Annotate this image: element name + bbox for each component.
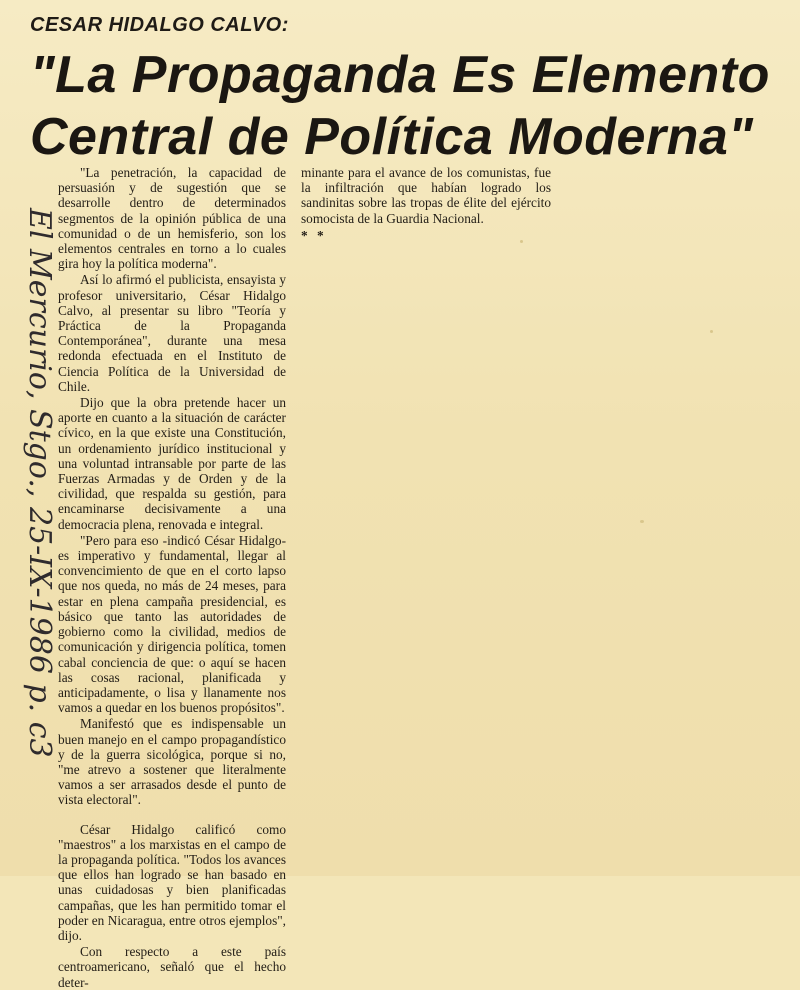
- body-paragraph: "Pero para eso -indicó César Hidalgo- es imperativo y fundamental, llegar al convencimiento de que en el corto lapso que nos queda, no más de 24 meses, para estar en plena campaña presidencial, es básico que tanto las autoridades de gobierno como la civilidad, medios de comunicación y dirigencia política, tomen cabal conciencia de que: o aquí se hacen las cosas racional, planificada y anticipadamente, o lisa y llanamente nos vamos a quedar en los buenos propósitos".: [58, 532, 286, 716]
- end-mark: * *: [301, 227, 327, 243]
- paper-speck: [640, 520, 644, 523]
- article-headline: [30, 44, 792, 168]
- headline-line: Central de Política Moderna": [30, 108, 754, 166]
- article-kicker: CESAR HIDALGO CALVO:: [30, 14, 289, 36]
- article-column-1: [58, 165, 286, 990]
- handwritten-annotation-svg: [0, 208, 57, 848]
- body-paragraph: Con respecto a este país centroamericano, señaló que el hecho deter-: [58, 944, 286, 990]
- body-paragraph: Manifestó que es indispensable un buen manejo en el campo propagandístico y de la guerra sicológica, porque si no, "me atrevo a sostener que literalmente vamos a ser arrasados desde el punto de vista electoral".: [58, 716, 286, 808]
- body-paragraph: César Hidalgo calificó como "maestros" a los marxistas en el campo de la propaganda política. "Todos los avances que ellos han logrado se han basado en unas cuidadosas y bien planificadas campañas, que les han permitido tomar el poder en Nicaragua, entre otros ejemplos", dijo.: [58, 821, 286, 943]
- paper-speck: [710, 330, 713, 333]
- body-paragraph: Dijo que la obra pretende hacer un aporte en cuanto a la situación de carácter cívico, en la que existe una Constitución, un ordenamiento jurídico institucional y una voluntad intransable por parte de las Fuerzas Armadas y de Orden y de la civilidad, que respalda su gestión, para encaminarse decisivamente a una democracia plena, renovada e integral.: [58, 395, 286, 532]
- headline-line: "La Propaganda Es Elemento: [30, 46, 770, 104]
- body-paragraph: minante para el avance de los comunistas, fue la infiltración que habían logrado los sandinitas sobre las tropas de élite del ejército somocista de la Guardia Nacional.: [301, 165, 551, 226]
- body-paragraph: Así lo afirmó el publicista, ensayista y profesor universitario, César Hidalgo Calvo, al presentar su libro "Teoría y Práctica de la Propaganda Contemporánea", durante una mesa redonda efectuada en el Instituto de Ciencia Política de la Universidad de Chile.: [58, 272, 286, 394]
- paper-speck: [520, 240, 523, 243]
- handwritten-annotation-text: El Mercurio, Stgo., 25-IX-1986 p. c3: [22, 208, 57, 758]
- handwritten-annotation: [0, 208, 57, 848]
- article-column-2: [301, 165, 551, 243]
- body-paragraph: "La penetración, la capacidad de persuasión y de sugestión que se desarrolle dentro de determinados segmentos de la opinión pública de una comunidad o de un hemisferio, son los elementos centrales en torno a lo cuales gira hoy la política moderna".: [58, 165, 286, 272]
